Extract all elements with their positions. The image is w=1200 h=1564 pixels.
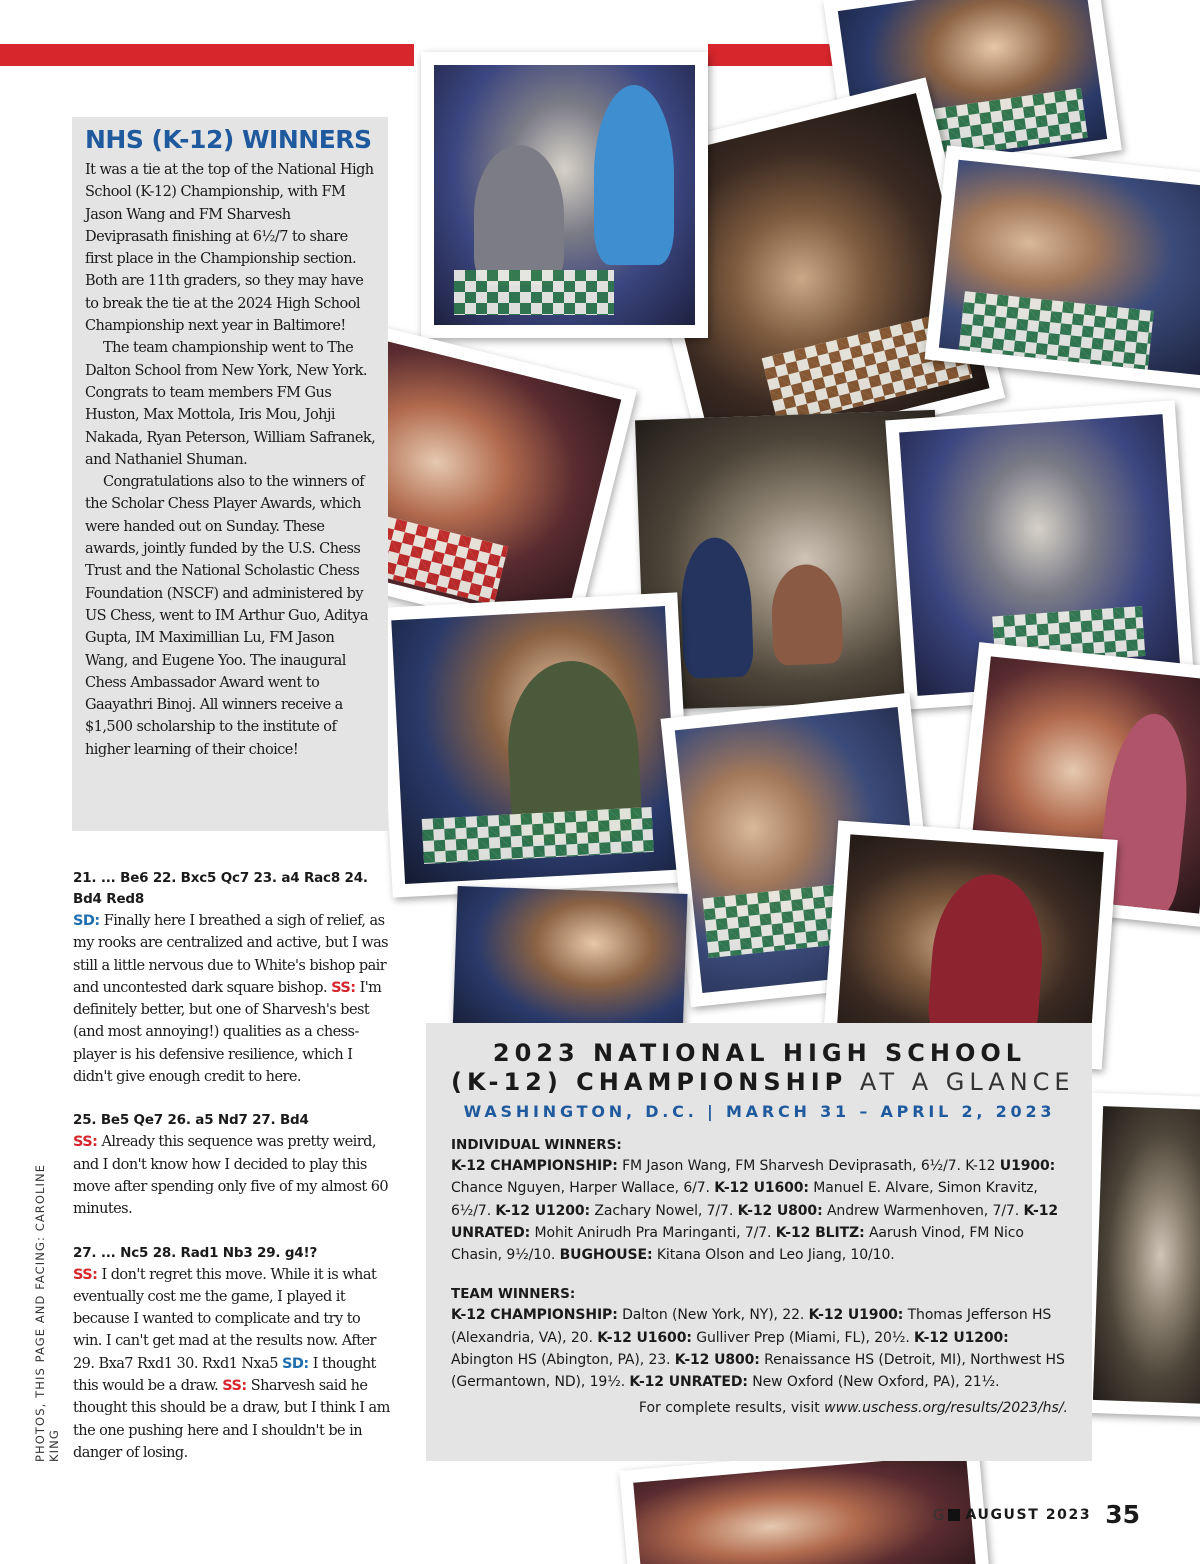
move-line: 27. ... Nc5 28. Rad1 Nb3 29. g4!? <box>73 1244 318 1261</box>
photo-boy-glasses-standing <box>421 52 708 338</box>
section-label: K-12 U800: <box>674 1352 760 1369</box>
section-label: K-12 CHAMPIONSHIP: <box>451 1158 618 1174</box>
folio-issue-date: AUGUST 2023 <box>965 1506 1092 1523</box>
chessboard-image <box>454 270 614 315</box>
sidebar-paragraph: Congratulations also to the winners of the Scholar Chess Player Awards, which were handed out on Sunday. These awards, jointly funded by the U.S. Chess Trust and the National Scholastic Chess Foundation (NSCF) and administered by US Chess, went to IM Arthur Guo, Aditya Gupta, IM Maximillian Lu, FM Jason Wang, and Eugene Yoo. The inaugural Chess Ambassador Award went to Gaayathri Binoj. All winners receive a $1,500 scholarship to the institute of higher learning of their choice! <box>85 474 368 758</box>
section-result: FM Jason Wang, FM Sharvesh Deviprasath, 6½/7. K-12 <box>622 1158 996 1174</box>
section-label: U1900: <box>999 1158 1056 1174</box>
section-result: Manuel E. Alvare, Simon Kravitz, 6½/7. <box>451 1180 1038 1219</box>
header-red-bar-left <box>0 44 414 66</box>
annotation-text: Already this sequence was pretty weird, and I don't know how I decided to play this move after spending only five of my almost 60 minutes. <box>73 1134 389 1218</box>
team-winners-list <box>451 1304 1068 1393</box>
speaker-ss-label: SS: <box>73 1134 98 1151</box>
annotation-text: I don't regret this move. While it is what eventually cost me the game, I played it because I wanted to complicate and try to win. I can't get mad at the results now. After 29. Bxa7 Rxd1 30. Rxd1 Nxa5 <box>73 1266 377 1372</box>
section-result: Chance Nguyen, Harper Wallace, 6/7. <box>451 1180 710 1197</box>
section-result: Renaissance HS (Detroit, MI), Northwest HS (Germantown, ND), 19½. <box>451 1352 1065 1391</box>
section-label: K-12 U1200: <box>914 1329 1009 1346</box>
section-result: Mohit Anirudh Pra Maringanti, 7/7. <box>534 1224 772 1241</box>
chessboard-image <box>422 807 654 864</box>
section-label: BUGHOUSE: <box>559 1247 653 1264</box>
section-result: Kitana Olson and Leo Jiang, 10/10. <box>656 1247 895 1264</box>
section-label: K-12 UNRATED: <box>451 1202 1058 1241</box>
move-line: 25. Be5 Qe7 26. a5 Nd7 27. Bd4 <box>73 1112 309 1129</box>
at-a-glance-box <box>426 1023 1092 1461</box>
section-result: Aarush Vinod, FM Nico Chasin, 9½/10. <box>451 1224 1024 1264</box>
annotation-text: I thought this would be a draw. <box>73 1355 376 1395</box>
speaker-sd-label: SD: <box>73 913 100 929</box>
sidebar-title: NHS (K-12) WINNERS <box>85 125 372 154</box>
person-figure <box>679 536 754 678</box>
glance-title-line1 <box>451 1039 1068 1068</box>
annotation-text: I'm definitely better, but one of Sharvesh's best (and most annoying!) qualities as a chess-player is his defensive resilience, which I didn't give enough credit to here. <box>73 979 382 1086</box>
speaker-ss-label: SS: <box>331 979 356 996</box>
individual-winners-list <box>451 1155 1068 1266</box>
photo-image <box>452 886 687 1044</box>
photo-image <box>939 160 1200 376</box>
glance-subtitle: WASHINGTON, D.C. | MARCH 31 – APRIL 2, 2023 <box>463 1102 1056 1121</box>
section-result: New Oxford (New Oxford, PA), 21½. <box>752 1374 1000 1391</box>
winners-sidebar <box>72 117 388 831</box>
section-label: K-12 UNRATED: <box>629 1374 748 1391</box>
section-label: K-12 U1600: <box>597 1329 692 1346</box>
photo-girl-yellow-sweater <box>925 145 1200 389</box>
photo-image <box>1093 1106 1200 1404</box>
sidebar-paragraph: It was a tie at the top of the National High School (K-12) Championship, with FM Jason Wang and FM Sharvesh Deviprasath finishing at 6½/7 to share first place in the Championship section. Both are 11th graders, so they may have to break the tie at the 2024 High School Championship next year in Baltimore! <box>85 162 374 335</box>
speaker-ss-label: SS: <box>73 1266 98 1283</box>
chessboard-image <box>959 291 1154 371</box>
header-red-bar-right <box>708 44 848 66</box>
section-result: Dalton (New York, NY), 22. <box>622 1307 805 1324</box>
photo-image <box>434 65 695 325</box>
person-figure <box>474 145 564 285</box>
section-label: K-12 BLITZ: <box>775 1224 865 1241</box>
speaker-sd-label: SD: <box>282 1355 309 1372</box>
section-result: Gulliver Prep (Miami, FL), 20½. <box>696 1329 910 1346</box>
results-link[interactable]: www.uschess.org/results/2023/hs/. <box>824 1399 1068 1416</box>
annotation <box>73 1264 390 1465</box>
section-label: K-12 U1900: <box>808 1307 904 1324</box>
move-line: 21. ... Be6 22. Bxc5 Qc7 23. a4 Rac8 24. Bd4 Red8 <box>73 870 368 907</box>
person-figure <box>594 85 674 265</box>
team-winners-heading: TEAM WINNERS: <box>451 1286 576 1303</box>
glance-title-text: 2023 NATIONAL HIGH SCHOOL <box>492 1039 1027 1067</box>
folio-letter: G <box>932 1505 945 1524</box>
glance-title-light: AT A GLANCE <box>859 1068 1075 1096</box>
photo-right-crowd <box>1079 1093 1200 1418</box>
person-figure <box>926 871 1048 1048</box>
annotation <box>73 910 390 1088</box>
game-commentary <box>73 868 390 1464</box>
section-label: K-12 CHAMPIONSHIP: <box>451 1307 618 1324</box>
annotation-text: Sharvesh said he thought this should be a draw, but I think I am the one pushing here and I shouldn't be in danger of losing. <box>73 1378 390 1461</box>
photo-boy-green-jacket <box>378 592 693 897</box>
annotation <box>73 1131 390 1220</box>
photo-image <box>633 1454 977 1564</box>
photo-boy-hood-glasses <box>452 886 687 1044</box>
section-result: Zachary Nowel, 7/7. <box>594 1202 734 1219</box>
results-footer <box>451 1400 1068 1416</box>
section-result: Thomas Jefferson HS (Alexandria, VA), 20. <box>451 1307 1052 1346</box>
section-label: K-12 U1200: <box>495 1202 591 1219</box>
results-footer-text: For complete results, visit <box>638 1399 820 1416</box>
annotation-text: Finally here I breathed a sigh of relief, as my rooks are centralized and active, but I was still a little nervous due to White's bishop pair and uncontested dark square bishop. <box>73 913 389 996</box>
individual-winners-heading: INDIVIDUAL WINNERS: <box>451 1137 622 1153</box>
photo-credit: PHOTOS, THIS PAGE AND FACING: CAROLINE KING <box>33 1163 61 1462</box>
section-result: Abington HS (Abington, PA), 23. <box>451 1352 671 1369</box>
sidebar-paragraph: The team championship went to The Dalton School from New York, New York. Congrats to team members FM Gus Huston, Max Mottola, Iris Mou, Johji Nakada, Ryan Peterson, William Safranek, and Nathaniel Shuman. <box>85 340 376 468</box>
page-number: 35 <box>1105 1500 1140 1529</box>
photo-image <box>391 606 678 884</box>
section-label: K-12 U800: <box>737 1202 823 1219</box>
page-folio <box>933 1500 1140 1529</box>
section-result: Andrew Warmenhoven, 7/7. <box>826 1202 1020 1219</box>
glance-title-bold: (K-12) CHAMPIONSHIP <box>451 1068 848 1096</box>
glance-title-line2 <box>451 1068 1075 1097</box>
section-label: K-12 U1600: <box>714 1180 809 1197</box>
folio-square-icon <box>948 1509 960 1521</box>
person-figure <box>770 563 843 665</box>
speaker-ss-label: SS: <box>222 1378 247 1395</box>
